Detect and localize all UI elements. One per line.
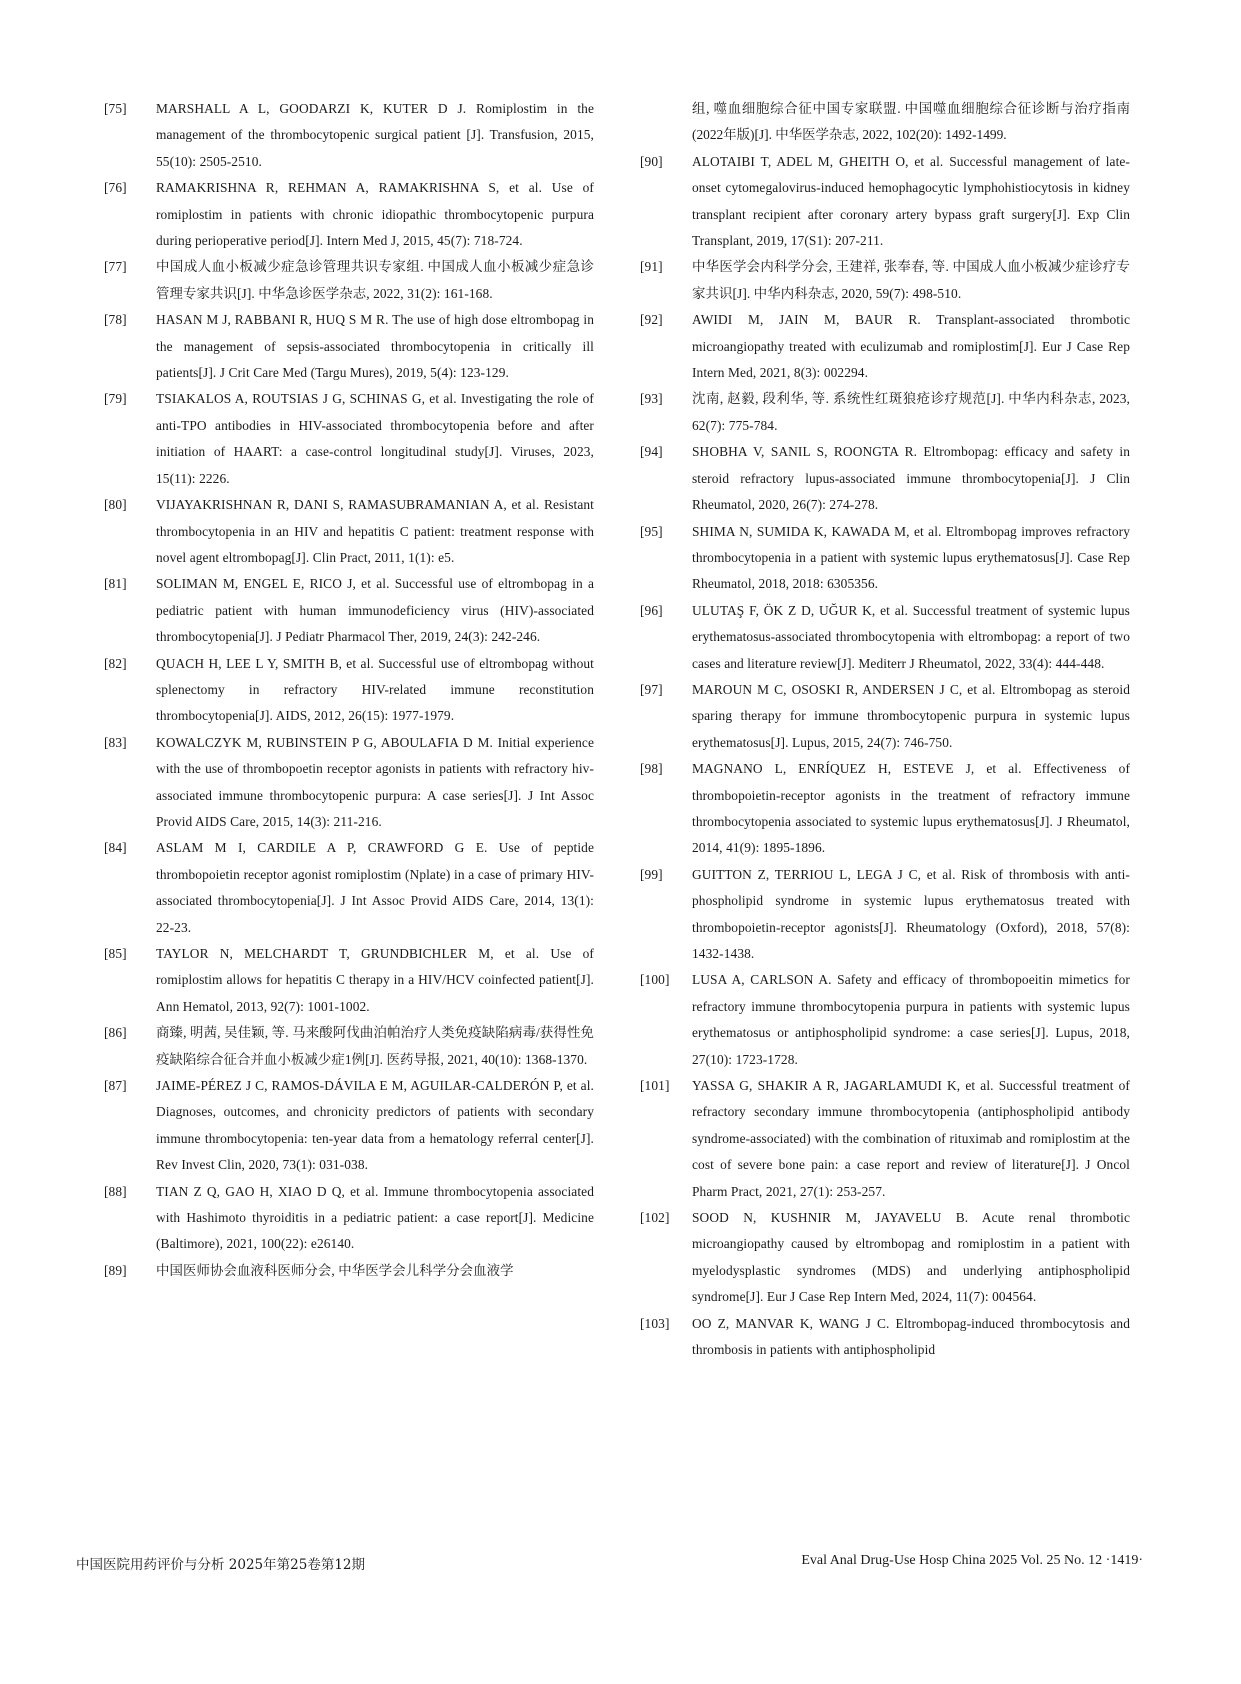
- reference-item: [640, 1311, 1130, 1364]
- reference-text: SOLIMAN M, ENGEL E, RICO J, et al. Successful use of eltrombopag in a pediatric patient with human immunodeficiency virus (HIV)-associated thrombocytopenia[J]. J Pediatr Pharmacol Ther, 2019, 24(3): 242-246.: [156, 576, 594, 645]
- reference-continuation: 组, 噬血细胞综合征中国专家联盟. 中国噬血细胞综合征诊断与治疗指南(2022年版)[J]. 中华医学杂志, 2022, 102(20): 1492-1499.: [692, 101, 1130, 143]
- reference-text: 商臻, 明茜, 吴佳颖, 等. 马来酸阿伐曲泊帕治疗人类免疫缺陷病毒/获得性免疫缺陷综合征合并血小板减少症1例[J]. 医药导报, 2021, 40(10): 1368-1370.: [156, 1025, 594, 1067]
- reference-item: [640, 307, 1130, 386]
- reference-number: [84]: [104, 840, 127, 856]
- reference-item: [104, 651, 594, 730]
- reference-item: [104, 571, 594, 650]
- reference-number: [75]: [104, 101, 127, 116]
- reference-item: [640, 439, 1130, 518]
- journal-footer-en: Eval Anal Drug-Use Hosp China 2025 Vol. 25 No. 12 ·1419·: [801, 1553, 1143, 1568]
- reference-item: [640, 1073, 1130, 1205]
- reference-item: [104, 175, 594, 254]
- reference-number: [93]: [640, 391, 663, 407]
- reference-text: MAGNANO L, ENRÍQUEZ H, ESTEVE J, et al. Effectiveness of thrombopoietin-receptor agonists in the treatment of refractory immune thrombocytopenia associated to systemic lupus erythematosus[J]. J Rheumatol, 2014, 41(9): 1895-1896.: [692, 761, 1130, 856]
- reference-number: [89]: [104, 1262, 127, 1278]
- reference-item: [104, 254, 594, 307]
- reference-item: [104, 730, 594, 836]
- reference-number: [102]: [640, 1210, 670, 1226]
- reference-text: 中华医学会内科学分会, 王建祥, 张奉春, 等. 中国成人血小板减少症诊疗专家共识[J]. 中华内科杂志, 2020, 59(7): 498-510.: [692, 259, 1130, 301]
- reference-number: [82]: [104, 655, 127, 671]
- reference-text: TIAN Z Q, GAO H, XIAO D Q, et al. Immune thrombocytopenia associated with Hashimoto thyroiditis in a pediatric patient: a case report[J]. Medicine (Baltimore), 2021, 100(22): e26140.: [156, 1183, 594, 1252]
- reference-item: [640, 1205, 1130, 1311]
- reference-number: [101]: [640, 1078, 670, 1094]
- reference-item: [104, 1073, 594, 1179]
- reference-text: ALOTAIBI T, ADEL M, GHEITH O, et al. Successful management of late-onset cytomegalovirus-induced hemophagocytic lymphohistiocytosis in kidney transplant recipient after coronary artery bypass graft surgery[J]. Exp Clin Transplant, 2019, 17(S1): 207-211.: [692, 153, 1130, 249]
- reference-text: MAROUN M C, OSOSKI R, ANDERSEN J C, et al. Eltrombopag as steroid sparing therapy for immune thrombocytopenic purpura in systemic lupus erythematosus[J]. Lupus, 2015, 24(7): 746-750.: [692, 681, 1130, 750]
- reference-number: [92]: [640, 312, 663, 328]
- reference-number: [76]: [104, 180, 127, 196]
- reference-number: [88]: [104, 1183, 127, 1199]
- reference-number: [95]: [640, 523, 663, 539]
- reference-text: 中国成人血小板减少症急诊管理共识专家组. 中国成人血小板减少症急诊管理专家共识[J]. 中华急诊医学杂志, 2022, 31(2): 161-168.: [156, 259, 594, 301]
- reference-text: KOWALCZYK M, RUBINSTEIN P G, ABOULAFIA D M. Initial experience with the use of thrombopoetin receptor agonists in patients with refractory hiv-associated immune thrombocytopenic purpura: A case series[J]. J Int Assoc Provid AIDS Care, 2015, 14(3): 211-216.: [156, 734, 594, 829]
- reference-text: YASSA G, SHAKIR A R, JAGARLAMUDI K, et al. Successful treatment of refractory secondary immune thrombocytopenia (antiphospholipid antibody syndrome-associated) with the combination of rituximab and romiplostim at the cost of severe bone pain: a case report and review of literature[J]. J Oncol Pharm Pract, 2021, 27(1): 253-257.: [692, 1078, 1130, 1199]
- reference-item: [640, 519, 1130, 598]
- reference-text: ASLAM M I, CARDILE A P, CRAWFORD G E. Use of peptide thrombopoietin receptor agonist romiplostim (Nplate) in a case of primary HIV-associated thrombocytopenia[J]. J Int Assoc Provid AIDS Care, 2014, 13(1): 22-23.: [156, 840, 594, 935]
- reference-text: SOOD N, KUSHNIR M, JAYAVELU B. Acute renal thrombotic microangiopathy caused by eltrombopag and romiplostim in a patient with myelodysplastic syndromes (MDS) and underlying antiphospholipid syndrome[J]. Eur J Case Rep Intern Med, 2024, 11(7): 004564.: [692, 1210, 1130, 1305]
- reference-number: [85]: [104, 946, 127, 961]
- reference-item: [104, 1020, 594, 1073]
- reference-text: 中国医师协会血液科医师分会, 中华医学会儿科学分会血液学: [156, 1262, 514, 1278]
- reference-item: [640, 677, 1130, 756]
- reference-item: [640, 254, 1130, 307]
- reference-number: [91]: [640, 259, 663, 275]
- reference-text: MARSHALL A L, GOODARZI K, KUTER D J. Romiplostim in the management of the thrombocytopenic surgical patient [J]. Transfusion, 2015, 55(10): 2505-2510.: [156, 101, 594, 169]
- reference-text: 沈南, 赵毅, 段利华, 等. 系统性红斑狼疮诊疗规范[J]. 中华内科杂志, 2023, 62(7): 775-784.: [692, 391, 1130, 433]
- reference-number: [87]: [104, 1078, 127, 1094]
- reference-item: [640, 756, 1130, 862]
- reference-item: [640, 598, 1130, 677]
- reference-number: [79]: [104, 391, 127, 407]
- reference-number: [97]: [640, 681, 663, 697]
- reference-text: AWIDI M, JAIN M, BAUR R. Transplant-associated thrombotic microangiopathy treated with eculizumab and romiplostim[J]. Eur J Case Rep Intern Med, 2021, 8(3): 002294.: [692, 312, 1130, 381]
- reference-item: [104, 307, 594, 386]
- reference-item: [640, 967, 1130, 1073]
- reference-text: OO Z, MANVAR K, WANG J C. Eltrombopag-induced thrombocytosis and thrombosis in patients with antiphospholipid: [692, 1315, 1130, 1358]
- reference-text: LUSA A, CARLSON A. Safety and efficacy of thrombopoeitin mimetics for refractory immune thrombocytopenia purpura in patients with systemic lupus erythematosus or antiphospholipid syndrome: a case series[J]. Lupus, 2018, 27(10): 1723-1728.: [692, 972, 1130, 1067]
- left-column: [104, 96, 594, 1284]
- reference-text: JAIME-PÉREZ J C, RAMOS-DÁVILA E M, AGUILAR-CALDERÓN P, et al. Diagnoses, outcomes, and chronicity predictors of patients with secondary immune thrombocytopenia: ten-year data from a hematology referral center[J]. Rev Invest Clin, 2020, 73(1): 031-038.: [156, 1078, 594, 1173]
- reference-number: [83]: [104, 734, 127, 750]
- reference-number: [81]: [104, 576, 127, 592]
- reference-number: [90]: [640, 153, 663, 169]
- reference-item: [104, 941, 594, 1020]
- reference-text: VIJAYAKRISHNAN R, DANI S, RAMASUBRAMANIAN A, et al. Resistant thrombocytopenia in an HIV and hepatitis C patient: treatment response with novel agent eltrombopag[J]. Clin Pract, 2011, 1(1): e5.: [156, 497, 594, 565]
- reference-item: [104, 386, 594, 492]
- reference-text: QUACH H, LEE L Y, SMITH B, et al. Successful use of eltrombopag without splenectomy in refractory HIV-related immune reconstitution thrombocytopenia[J]. AIDS, 2012, 26(15): 1977-1979.: [156, 655, 594, 724]
- reference-item: [640, 149, 1130, 255]
- reference-number: [103]: [640, 1315, 670, 1331]
- reference-text: SHOBHA V, SANIL S, ROONGTA R. Eltrombopag: efficacy and safety in steroid refractory lupus-associated immune thrombocytopenia[J]. J Clin Rheumatol, 2020, 26(7): 274-278.: [692, 444, 1130, 513]
- reference-number: [86]: [104, 1025, 127, 1041]
- reference-item: [104, 835, 594, 941]
- reference-item: [104, 96, 594, 175]
- reference-item: [104, 1258, 594, 1284]
- reference-number: [94]: [640, 444, 663, 460]
- reference-number: [100]: [640, 972, 670, 988]
- right-column: [640, 96, 1130, 1364]
- reference-text: TSIAKALOS A, ROUTSIAS J G, SCHINAS G, et al. Investigating the role of anti-TPO antibodies in HIV-associated thrombocytopenia before and after initiation of HAART: a case-control longitudinal study[J]. Viruses, 2023, 15(11): 2226.: [156, 391, 594, 486]
- journal-footer-cn: 中国医院用药评价与分析 2025年第25卷第12期: [76, 1557, 366, 1573]
- reference-text: TAYLOR N, MELCHARDT T, GRUNDBICHLER M, et al. Use of romiplostim allows for hepatitis C therapy in a HIV/HCV coinfected patient[J]. Ann Hematol, 2013, 92(7): 1001-1002.: [156, 946, 594, 1014]
- reference-number: [78]: [104, 312, 127, 328]
- reference-item: [104, 1179, 594, 1258]
- reference-text: ULUTAŞ F, ÖK Z D, UĞUR K, et al. Successful treatment of systemic lupus erythematosus-associated thrombocytopenia with eltrombopag: a report of two cases and literature review[J]. Mediterr J Rheumatol, 2022, 33(4): 444-448.: [692, 602, 1130, 671]
- reference-number: [96]: [640, 602, 663, 618]
- reference-number: [99]: [640, 866, 663, 882]
- reference-number: [98]: [640, 761, 663, 777]
- reference-item: [104, 492, 594, 571]
- reference-text: RAMAKRISHNA R, REHMAN A, RAMAKRISHNA S, et al. Use of romiplostim in patients with chronic idiopathic thrombocytopenic purpura during perioperative period[J]. Intern Med J, 2015, 45(7): 718-724.: [156, 180, 594, 249]
- reference-text: SHIMA N, SUMIDA K, KAWADA M, et al. Eltrombopag improves refractory thrombocytopenia in a patient with systemic lupus erythematosus[J]. Case Rep Rheumatol, 2018, 2018: 6305356.: [692, 523, 1130, 592]
- reference-item: [640, 386, 1130, 439]
- reference-item: [640, 862, 1130, 968]
- reference-text: HASAN M J, RABBANI R, HUQ S M R. The use of high dose eltrombopag in the management of sepsis-associated thrombocytopenia in critically ill patients[J]. J Crit Care Med (Targu Mures), 2019, 5(4): 123-129.: [156, 312, 594, 381]
- reference-number: [80]: [104, 497, 127, 513]
- reference-number: [77]: [104, 259, 127, 275]
- reference-text: GUITTON Z, TERRIOU L, LEGA J C, et al. Risk of thrombosis with anti-phospholipid syndrome in systemic lupus erythematosus treated with thrombopoietin-receptor agonists[J]. Rheumatology (Oxford), 2018, 57(8): 1432-1438.: [692, 866, 1130, 961]
